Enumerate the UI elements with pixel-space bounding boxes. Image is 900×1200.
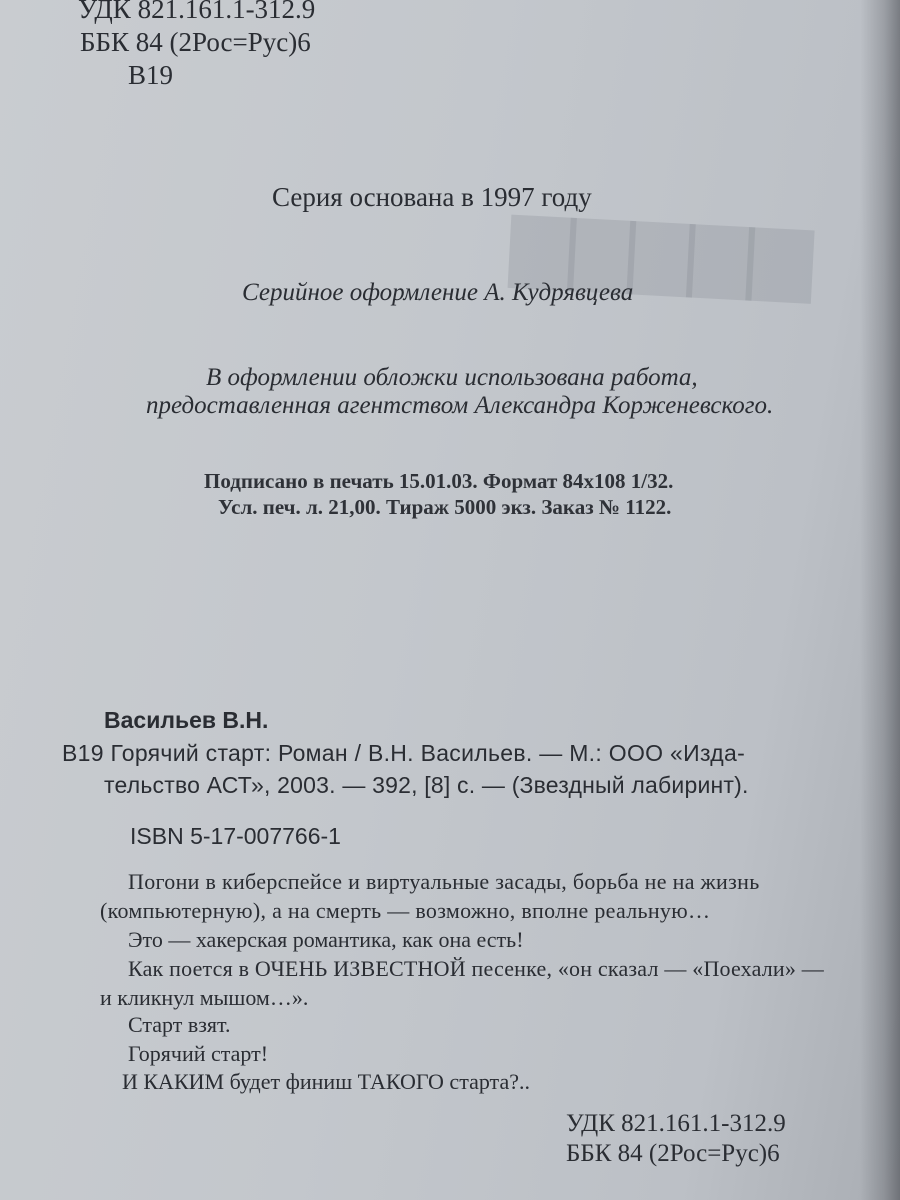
annotation-line-3: Это — хакерская романтика, как она есть! (128, 927, 524, 952)
bib-entry-line-1: В19 Горячий старт: Роман / В.Н. Васильев. — М.: ООО «Изда- (62, 740, 746, 766)
series-founded: Серия основана в 1997 году (272, 182, 592, 212)
annotation-line-5: и кликнул мышом…». (100, 985, 309, 1010)
cover-credit-line-1: В оформлении обложки использована работа, (206, 364, 698, 391)
top-udk: УДК 821.161.1-312.9 (78, 0, 316, 24)
annotation-line-4: Как поется в ОЧЕНЬ ИЗВЕСТНОЙ песенке, «он сказал — «Поехали» — (128, 956, 824, 981)
series-design: Серийное оформление А. Кудрявцева (242, 279, 634, 306)
annotation-line-8: И КАКИМ будет финиш ТАКОГО старта?.. (122, 1069, 530, 1094)
annotation-line-2: (компьютерную), а на смерть — возможно, вполне реальную… (100, 898, 711, 923)
page-edge-shadow (860, 0, 900, 1200)
annotation-line-1: Погони в киберспейсе и виртуальные засады, борьба не на жизнь (128, 869, 760, 894)
annotation-line-7: Горячий старт! (128, 1041, 269, 1066)
bib-isbn: ISBN 5-17-007766-1 (130, 823, 341, 849)
bib-entry-line-2: тельство АСТ», 2003. — 392, [8] с. — (Звездный лабиринт). (104, 772, 749, 798)
print-info-line-1: Подписано в печать 15.01.03. Формат 84х108 1/32. (204, 469, 674, 493)
annotation-line-6: Старт взят. (128, 1012, 231, 1037)
bib-author: Васильев В.Н. (104, 707, 269, 733)
print-info-line-2: Усл. печ. л. 21,00. Тираж 5000 экз. Заказ № 1122. (218, 495, 672, 519)
top-bbk: ББК 84 (2Рос=Рус)6 (80, 27, 311, 57)
bottom-udk: УДК 821.161.1-312.9 (566, 1110, 786, 1137)
cover-credit-line-2: предоставленная агентством Александра Корженевского. (146, 392, 774, 419)
bottom-bbk: ББК 84 (2Рос=Рус)6 (566, 1140, 780, 1167)
top-code: В19 (128, 60, 174, 90)
show-through-artifact: ▆▆▆▆▆ (511, 194, 814, 300)
